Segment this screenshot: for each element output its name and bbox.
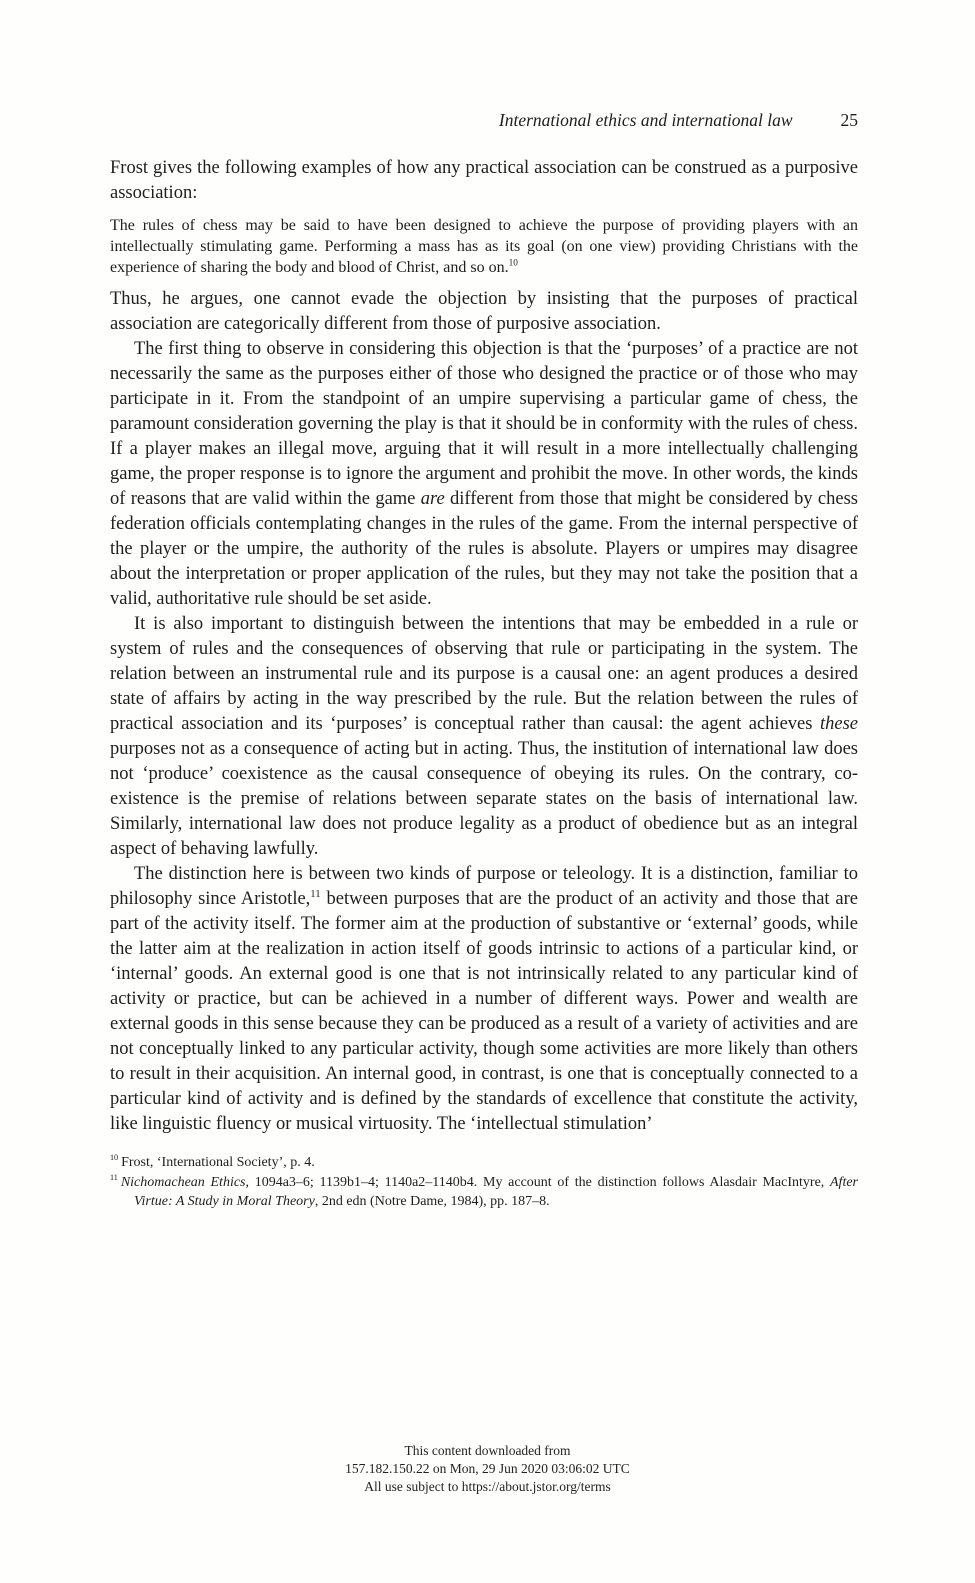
running-title: International ethics and international law: [498, 110, 793, 130]
paragraph: The first thing to observe in considering this objection is that the ‘purposes’ of a practice are not necessarily the same as the purposes either of those who designed the practice or of those who may participate in it. From the standpoint of an umpire supervising a particular game of chess, the paramount consideration governing the play is that it should be in conformity with the rules of chess. If a player makes an illegal move, arguing that it will result in a more intellectually challenging game, the proper response is to ignore the argument and prohibit the move. In other words, the kinds of reasons that are valid within the game are different from those that might be considered by chess federation officials contemplating changes in the rules of the game. From the internal perspective of the player or the umpire, the authority of the rules is absolute. Players or umpires may disagree about the interpretation or proper application of the rules, but they may not take the position that a valid, authoritative rule should be set aside.: [110, 339, 858, 609]
footnote-marker: 10: [110, 1153, 119, 1163]
footnote-ref: 10: [508, 258, 518, 269]
footer-line: This content downloaded from: [404, 1443, 571, 1458]
footer-line: 157.182.150.22 on Mon, 29 Jun 2020 03:06:02 UTC: [345, 1461, 630, 1476]
page-body: [110, 156, 858, 1137]
footnotes: [110, 1153, 858, 1212]
paragraph: It is also important to distinguish between the intentions that may be embedded in a rule or system of rules and the consequences of observing that rule or participating in the system. The relation between an instrumental rule and its purpose is a causal one: an agent produces a desired state of affairs by acting in the way prescribed by the rule. But the relation between the rules of practical association and its ‘purposes’ is conceptual rather than causal: the agent achieves these purposes not as a consequence of acting but in acting. Thus, the institution of international law does not ‘produce’ coexistence as the causal consequence of obeying its rules. On the contrary, co-existence is the premise of relations between separate states on the basis of international law. Similarly, international law does not produce legality as a product of obedience but as an integral aspect of behaving lawfully.: [110, 614, 858, 859]
paragraph: The distinction here is between two kinds of purpose or teleology. It is a distinction, familiar to philosophy since Aristotle,$^{11}$ between purposes that are the product of an activity and those that are part of the activity itself. The former aim at the production of substantive or ‘external’ goods, while the latter aim at the realization in action itself of goods intrinsic to actions of a particular kind, or ‘internal’ goods. An external good is one that is not intrinsically related to any particular kind of activity or practice, but can be achieved in a number of different ways. Power and wealth are external goods in this sense because they can be produced as a result of a variety of activities and are not conceptually linked to any particular activity, though some activities are more likely than others to result in their acquisition. An internal good, in contrast, is one that is conceptually connected to a particular kind of activity and is defined by the standards of excellence that constitute the activity, like linguistic fluency or musical virtuosity. The ‘intellectual stimulation’: [110, 864, 858, 1134]
page-content: [110, 156, 858, 1212]
footnote: $^{10}$ Frost, ‘International Society’, p. 4.: [110, 1153, 315, 1170]
jstor-footer: [0, 1442, 975, 1496]
footnote-marker: 11: [110, 1172, 118, 1182]
footer-line: All use subject to https://about.jstor.org/terms: [364, 1479, 611, 1494]
paragraph: Thus, he argues, one cannot evade the objection by insisting that the purposes of practical association are categorically different from those of purposive association.: [110, 289, 858, 334]
block-quote: The rules of chess may be said to have been designed to achieve the purpose of providing players with an intellectually stimulating game. Performing a mass has as its goal (on one view) providing Christians with the experience of sharing the body and blood of Christ, and so on.$^{10}$: [110, 217, 858, 276]
footnote: $^{11}$ Nichomachean Ethics, 1094a3–6; 1139b1–4; 1140a2–1140b4. My account of the distinction follows Alasdair MacIntyre, After Virtue: A Study in Moral Theory, 2nd edn (Notre Dame, 1984), pp. 187–8.: [110, 1172, 858, 1209]
running-header: [110, 110, 858, 131]
page-number: 25: [840, 110, 858, 130]
paragraph: Frost gives the following examples of how any practical association can be construed as a purposive association:: [110, 158, 858, 203]
footnote-ref: 11: [310, 887, 321, 900]
